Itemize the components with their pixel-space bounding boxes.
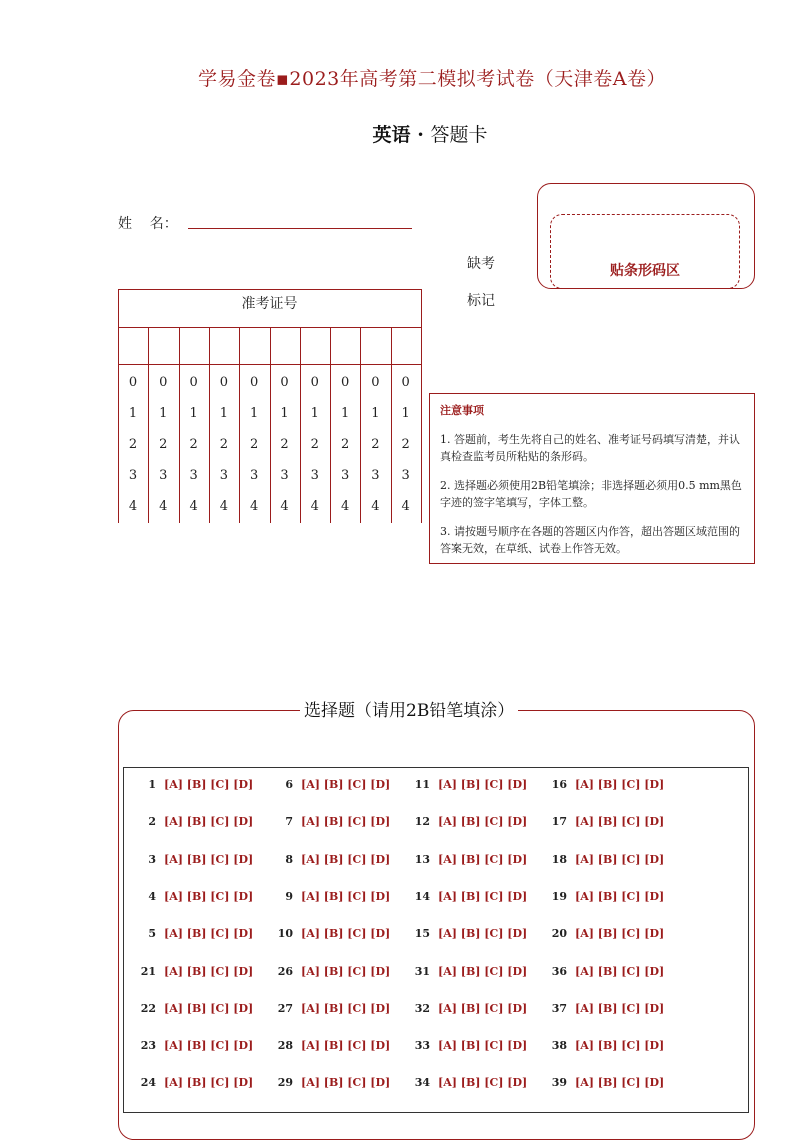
question-item <box>134 815 253 828</box>
notice-item: 3. 请按题号顺序在各题的答题区内作答，超出答题区域范围的答案无效，在草纸、试卷上作答无效。 <box>440 525 740 555</box>
question-number: 23 <box>140 1039 156 1053</box>
digit-bubble[interactable]: 2 <box>310 437 319 452</box>
question-number: 5 <box>148 927 156 941</box>
barcode-label: 贴条形码区 <box>610 263 680 279</box>
digit-bubble[interactable]: 4 <box>128 499 138 514</box>
digit-bubble[interactable]: 2 <box>340 437 350 452</box>
question-row <box>124 927 750 947</box>
grid-top-border <box>118 289 421 290</box>
question-item <box>545 1076 664 1089</box>
question-item <box>134 890 253 903</box>
digit-column <box>179 367 209 522</box>
absent-label-line2: 标记 <box>467 293 495 309</box>
question-number: 6 <box>285 778 293 791</box>
question-item <box>545 1002 664 1015</box>
question-item <box>545 778 664 791</box>
digit-column <box>270 367 300 522</box>
question-item <box>408 815 527 828</box>
digit-bubble[interactable]: 0 <box>128 375 138 390</box>
digit-bubble[interactable]: 0 <box>189 375 198 390</box>
subject-separator: · <box>417 124 424 146</box>
digit-bubble[interactable]: 1 <box>189 406 198 421</box>
question-number: 16 <box>551 778 567 791</box>
digit-bubble[interactable]: 1 <box>310 406 319 421</box>
digit-bubble[interactable]: 4 <box>159 499 168 514</box>
question-row <box>124 853 750 873</box>
digit-bubble[interactable]: 0 <box>371 375 380 390</box>
question-row <box>124 1039 750 1059</box>
answer-options[interactable]: [A] [B] [C] [D] <box>575 815 665 829</box>
answer-options[interactable]: [A] [B] [C] [D] <box>301 1039 391 1053</box>
digit-bubble[interactable]: 2 <box>401 437 410 452</box>
answer-options[interactable]: [A] [B] [C] [D] <box>438 927 528 941</box>
digit-bubble[interactable]: 0 <box>310 375 319 390</box>
answer-options[interactable]: [A] [B] [C] [D] <box>301 964 391 978</box>
question-number: 22 <box>140 1001 156 1015</box>
answer-options[interactable]: [A] [B] [C] [D] <box>164 964 254 978</box>
digit-bubble[interactable]: 1 <box>401 406 410 421</box>
digit-bubble[interactable]: 0 <box>219 375 229 390</box>
digit-column <box>300 367 330 522</box>
question-row <box>124 778 750 798</box>
digit-bubble[interactable]: 3 <box>219 468 229 483</box>
question-row <box>124 890 750 910</box>
answer-options[interactable]: [A] [B] [C] [D] <box>164 778 254 791</box>
question-row <box>124 1076 750 1096</box>
question-item <box>408 965 527 978</box>
exam-number-grid <box>118 289 421 523</box>
question-row <box>124 1002 750 1022</box>
question-item <box>134 965 253 978</box>
notice-item: 1. 答题前，考生先将自己的姓名、准考证号码填写清楚，并认真检查监考员所粘贴的条形码。 <box>440 433 740 463</box>
answer-options[interactable]: [A] [B] [C] [D] <box>575 778 665 791</box>
question-item <box>408 927 527 940</box>
question-number: 39 <box>551 1076 567 1090</box>
question-item <box>134 1039 253 1052</box>
question-number: 7 <box>285 815 293 829</box>
digit-bubble[interactable]: 3 <box>280 468 289 483</box>
question-item <box>545 853 664 866</box>
question-row <box>124 815 750 835</box>
digit-bubble[interactable]: 4 <box>280 499 289 514</box>
digit-bubble[interactable]: 2 <box>219 437 229 452</box>
answer-options[interactable]: [A] [B] [C] [D] <box>438 778 528 791</box>
answer-options[interactable]: [A] [B] [C] [D] <box>438 852 528 866</box>
digit-bubble[interactable]: 4 <box>371 499 380 514</box>
digit-column <box>330 367 360 522</box>
digit-bubble[interactable]: 1 <box>219 406 229 421</box>
question-item <box>545 890 664 903</box>
question-item <box>271 965 390 978</box>
digit-bubble[interactable]: 4 <box>250 499 259 514</box>
digit-bubble[interactable]: 1 <box>128 406 138 421</box>
question-number: 20 <box>551 927 567 941</box>
digit-bubble[interactable]: 0 <box>159 375 168 390</box>
answer-options[interactable]: [A] [B] [C] [D] <box>438 964 528 978</box>
question-number: 29 <box>277 1076 293 1090</box>
digit-bubble[interactable]: 4 <box>219 499 229 514</box>
question-item <box>408 1039 527 1052</box>
answer-options[interactable]: [A] [B] [C] [D] <box>164 1076 254 1090</box>
digit-bubble[interactable]: 1 <box>159 406 168 421</box>
question-item <box>271 815 390 828</box>
question-number: 21 <box>140 964 156 978</box>
question-number: 3 <box>148 852 156 866</box>
question-number: 4 <box>148 889 156 903</box>
question-number: 17 <box>551 815 567 829</box>
answer-options[interactable]: [A] [B] [C] [D] <box>575 1001 665 1015</box>
answer-options[interactable]: [A] [B] [C] [D] <box>301 1076 391 1090</box>
question-number: 10 <box>277 927 293 941</box>
digit-bubble[interactable]: 3 <box>371 468 380 483</box>
digit-bubble[interactable]: 1 <box>280 406 289 421</box>
answer-options[interactable]: [A] [B] [C] [D] <box>164 815 254 829</box>
question-item <box>271 1076 390 1089</box>
answer-options[interactable]: [A] [B] [C] [D] <box>164 889 254 903</box>
digit-column <box>239 367 269 522</box>
answer-options[interactable]: [A] [B] [C] [D] <box>575 964 665 978</box>
digit-bubble[interactable]: 0 <box>250 375 259 390</box>
answer-options[interactable]: [A] [B] [C] [D] <box>301 815 391 829</box>
digit-bubble[interactable]: 2 <box>280 437 289 452</box>
question-item <box>545 927 664 940</box>
digit-column <box>209 367 239 522</box>
question-item <box>408 778 527 791</box>
digit-bubble[interactable]: 4 <box>340 499 350 514</box>
answer-options[interactable]: [A] [B] [C] [D] <box>575 852 665 866</box>
digit-bubble[interactable]: 3 <box>401 468 410 483</box>
question-number: 33 <box>414 1039 430 1053</box>
answer-options[interactable]: [A] [B] [C] [D] <box>164 927 254 941</box>
question-number: 37 <box>551 1001 567 1015</box>
digit-bubble[interactable]: 1 <box>340 406 350 421</box>
answer-options[interactable]: [A] [B] [C] [D] <box>575 1076 665 1090</box>
answer-options[interactable]: [A] [B] [C] [D] <box>164 1001 254 1015</box>
question-item <box>271 927 390 940</box>
question-number: 19 <box>551 889 567 903</box>
card-type: 答题卡 <box>430 124 488 146</box>
answer-options[interactable]: [A] [B] [C] [D] <box>301 778 391 791</box>
exam-number-label: 准考证号 <box>241 296 298 312</box>
absent-label-line1: 缺考 <box>467 256 495 272</box>
digit-bubble[interactable]: 1 <box>371 406 380 421</box>
question-number: 12 <box>414 815 430 829</box>
digit-column <box>148 367 178 522</box>
answer-options[interactable]: [A] [B] [C] [D] <box>301 927 391 941</box>
question-row <box>124 965 750 985</box>
answer-options[interactable]: [A] [B] [C] [D] <box>301 889 391 903</box>
subject-title <box>0 120 794 147</box>
digit-bubble[interactable]: 2 <box>189 437 198 452</box>
question-number: 14 <box>414 889 430 903</box>
digit-column <box>391 367 421 522</box>
digit-column <box>118 367 148 522</box>
digit-column <box>360 367 390 522</box>
answer-options[interactable]: [A] [B] [C] [D] <box>575 889 665 903</box>
question-item <box>408 1076 527 1089</box>
digit-bubble[interactable]: 3 <box>340 468 350 483</box>
question-item <box>134 778 253 791</box>
answer-options[interactable]: [A] [B] [C] [D] <box>438 815 528 829</box>
answer-options[interactable]: [A] [B] [C] [D] <box>575 927 665 941</box>
answer-options[interactable]: [A] [B] [C] [D] <box>164 1039 254 1053</box>
digit-bubble[interactable]: 4 <box>189 499 198 514</box>
question-item <box>545 965 664 978</box>
digit-bubble[interactable]: 0 <box>280 375 289 390</box>
digit-bubble[interactable]: 2 <box>128 437 138 452</box>
question-number: 2 <box>148 815 156 829</box>
grid-column-line <box>421 289 422 523</box>
digit-bubble[interactable]: 2 <box>250 437 259 452</box>
digit-bubble[interactable]: 3 <box>250 468 259 483</box>
choice-answer-grid <box>123 767 749 1113</box>
notice-item: 2. 选择题必须使用2B铅笔填涂；非选择题必须用0.5 mm黑色字迹的签字笔填写，字体工整。 <box>440 479 742 509</box>
digit-bubble[interactable]: 4 <box>401 499 410 514</box>
question-item <box>408 853 527 866</box>
choice-section-title: 选择题（请用2B铅笔填涂） <box>300 696 518 721</box>
question-number: 1 <box>148 778 156 791</box>
digit-bubble[interactable]: 1 <box>250 406 259 421</box>
answer-options[interactable]: [A] [B] [C] [D] <box>438 1076 528 1090</box>
question-item <box>271 1002 390 1015</box>
digit-bubble[interactable]: 3 <box>189 468 198 483</box>
answer-options[interactable]: [A] [B] [C] [D] <box>575 1039 665 1053</box>
question-item <box>545 815 664 828</box>
digit-bubble[interactable]: 3 <box>310 468 319 483</box>
digit-bubble[interactable]: 2 <box>371 437 380 452</box>
page-title: 学易金卷▪2023年高考第二模拟考试卷（天津卷A卷） <box>198 68 666 90</box>
question-item <box>271 853 390 866</box>
digit-bubble[interactable]: 0 <box>340 375 350 390</box>
name-input-line[interactable] <box>188 228 412 229</box>
question-number: 36 <box>551 964 567 978</box>
question-number: 27 <box>277 1001 293 1015</box>
question-number: 15 <box>414 927 430 941</box>
answer-options[interactable]: [A] [B] [C] [D] <box>438 1039 528 1053</box>
answer-options[interactable]: [A] [B] [C] [D] <box>301 852 391 866</box>
question-number: 8 <box>285 852 293 866</box>
question-item <box>271 890 390 903</box>
question-number: 28 <box>277 1039 293 1053</box>
subject-name: 英语 <box>372 124 411 146</box>
question-number: 31 <box>414 964 430 978</box>
question-item <box>271 1039 390 1052</box>
question-number: 13 <box>414 852 430 866</box>
question-number: 11 <box>414 778 430 791</box>
question-item <box>545 1039 664 1052</box>
question-item <box>134 853 253 866</box>
question-item <box>134 1002 253 1015</box>
name-label: 姓 名： <box>118 216 178 232</box>
question-item <box>134 1076 253 1089</box>
answer-options[interactable]: [A] [B] [C] [D] <box>438 889 528 903</box>
question-number: 32 <box>414 1001 430 1015</box>
digit-bubble[interactable]: 4 <box>310 499 319 514</box>
question-item <box>134 927 253 940</box>
digit-bubble[interactable]: 3 <box>128 468 138 483</box>
digit-bubble[interactable]: 0 <box>401 375 410 390</box>
answer-options[interactable]: [A] [B] [C] [D] <box>164 852 254 866</box>
notice-heading: 注意事项 <box>440 404 484 417</box>
question-item <box>408 1002 527 1015</box>
notice-box <box>429 393 755 564</box>
question-number: 34 <box>414 1076 430 1090</box>
question-number: 38 <box>551 1039 567 1053</box>
question-number: 18 <box>551 852 567 866</box>
question-number: 9 <box>285 889 293 903</box>
question-number: 26 <box>277 964 293 978</box>
question-item <box>271 778 390 791</box>
answer-options[interactable]: [A] [B] [C] [D] <box>301 1001 391 1015</box>
answer-options[interactable]: [A] [B] [C] [D] <box>438 1001 528 1015</box>
question-number: 24 <box>140 1076 156 1090</box>
digit-bubble[interactable]: 3 <box>159 468 168 483</box>
digit-bubble[interactable]: 2 <box>159 437 168 452</box>
question-item <box>408 890 527 903</box>
